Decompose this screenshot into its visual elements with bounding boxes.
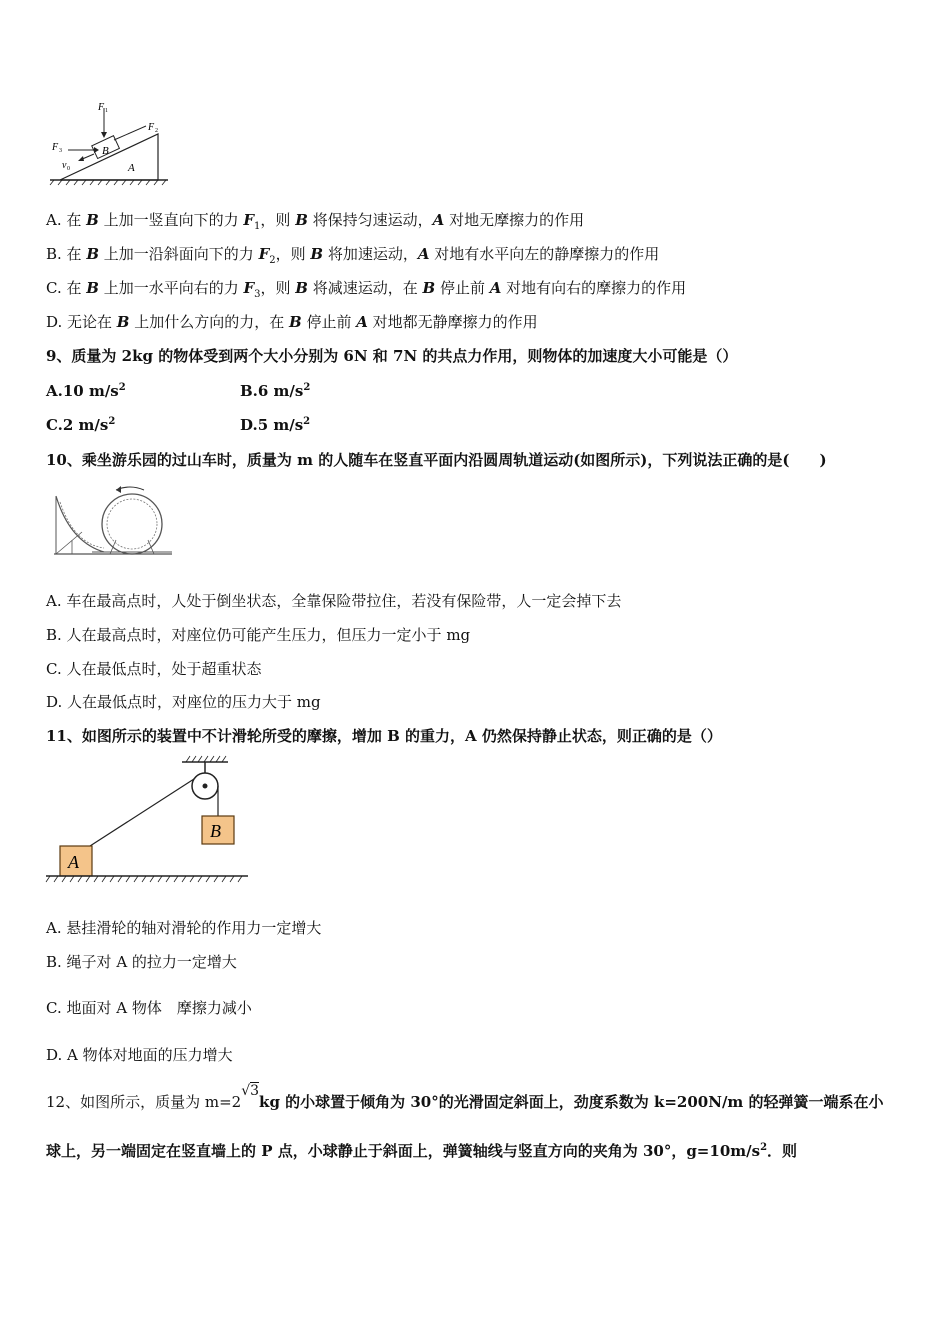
label-f3-sub: 3	[59, 148, 62, 154]
pulley-diagram	[44, 754, 250, 886]
coaster-loop-inner	[107, 499, 157, 549]
label-v0: v	[62, 160, 67, 171]
label-f1-sub: 1	[105, 108, 108, 114]
q11-option-a: A. 悬挂滑轮的轴对滑轮的作用力一定增大	[46, 919, 322, 937]
q9-option-b: B.6 $m/s^2$	[240, 382, 311, 400]
floor-hatch	[46, 876, 242, 882]
incline-figure	[46, 98, 176, 188]
pulley-figure	[44, 754, 250, 886]
roller-coaster-diagram	[52, 484, 178, 560]
q9-option-a: A.10 $m/s^2$	[46, 382, 126, 400]
q10-option-a: A. 车在最高点时，人处于倒坐状态，全靠保险带拉住，若没有保险带，人一定会掉下去	[46, 592, 622, 610]
label-block-a: A	[68, 852, 79, 872]
sqrt-sign: √3	[241, 1083, 260, 1099]
q12-line-2: 球上，另一端固定在竖直墙上的 P 点，小球静止于斜面上，弹簧轴线与竖直方向的夹角为 30°，$g=10m/s^2$．则	[46, 1142, 798, 1160]
arrow-f2	[114, 126, 146, 140]
q8-option-b: B. 在 B 上加一沿斜面向下的力 $F_2$，则 B 将加速运动，A 对地有水平向左的静摩擦力的作用	[46, 245, 660, 266]
label-block-b: B	[210, 821, 221, 841]
label-block-b: B	[102, 145, 109, 157]
q11-stem: 11、如图所示的装置中不计滑轮所受的摩擦，增加 B 的重力，A 仍然保持静止状态，则正确的是（）	[46, 727, 722, 745]
label-f2: F	[148, 122, 155, 133]
q9-option-d: D.5 $m/s^2$	[240, 416, 311, 434]
q12-line-1: 12、如图所示，质量为 m=2√3kg 的小球置于倾角为 30°的光滑固定斜面上，劲度系数为 k=200N/m 的轻弹簧一端系在小	[46, 1083, 884, 1111]
q10-option-b: B. 人在最高点时，对座位仍可能产生压力，但压力一定小于 mg	[46, 626, 471, 644]
q11-option-c: C. 地面对 A 物体 摩擦力减小	[46, 999, 252, 1017]
rope-to-a	[90, 779, 194, 846]
q9-option-c: C.2 $m/s^2$	[46, 416, 116, 434]
q8-option-c: C. 在 B 上加一水平向右的力 $F_3$，则 B 将减速运动，在 B 停止前 A 对地有向右的摩擦力的作用	[46, 279, 687, 300]
q11-option-b: B. 绳子对 A 的拉力一定增大	[46, 953, 237, 971]
ceiling-hatch	[186, 756, 226, 762]
q8-option-d: D. 无论在 B 上加什么方向的力，在 B 停止前 A 对地都无静摩擦力的作用	[46, 313, 538, 331]
q9-stem: 9、质量为 2kg 的物体受到两个大小分别为 6N 和 7N 的共点力作用，则物体的加速度大小可能是（）	[46, 347, 738, 365]
label-wedge-a: A	[128, 162, 135, 174]
incline-diagram	[46, 98, 176, 188]
coaster-loop-outer	[102, 494, 162, 554]
q10-option-d: D. 人在最低点时，对座位的压力大于 mg	[46, 693, 321, 711]
q10-stem: 10、乘坐游乐园的过山车时，质量为 m 的人随车在竖直平面内沿圆周轨道运动(如图所示)，下列说法正确的是( )	[46, 451, 827, 469]
q11-option-d: D. A 物体对地面的压力增大	[46, 1046, 233, 1064]
label-f2-sub: 2	[155, 128, 158, 134]
q8-option-a: A. 在 B 上加一竖直向下的力 $F_1$，则 B 将保持匀速运动，A 对地无摩擦力的作用	[46, 211, 585, 232]
label-v0-sub: 0	[67, 166, 70, 172]
label-f3: F	[52, 142, 59, 153]
label-f1: F	[98, 102, 105, 113]
coaster-ramp-inner	[60, 502, 104, 548]
roller-coaster-figure	[52, 484, 178, 560]
q10-option-c: C. 人在最低点时，处于超重状态	[46, 660, 262, 678]
coaster-ramp-outer	[56, 496, 104, 552]
